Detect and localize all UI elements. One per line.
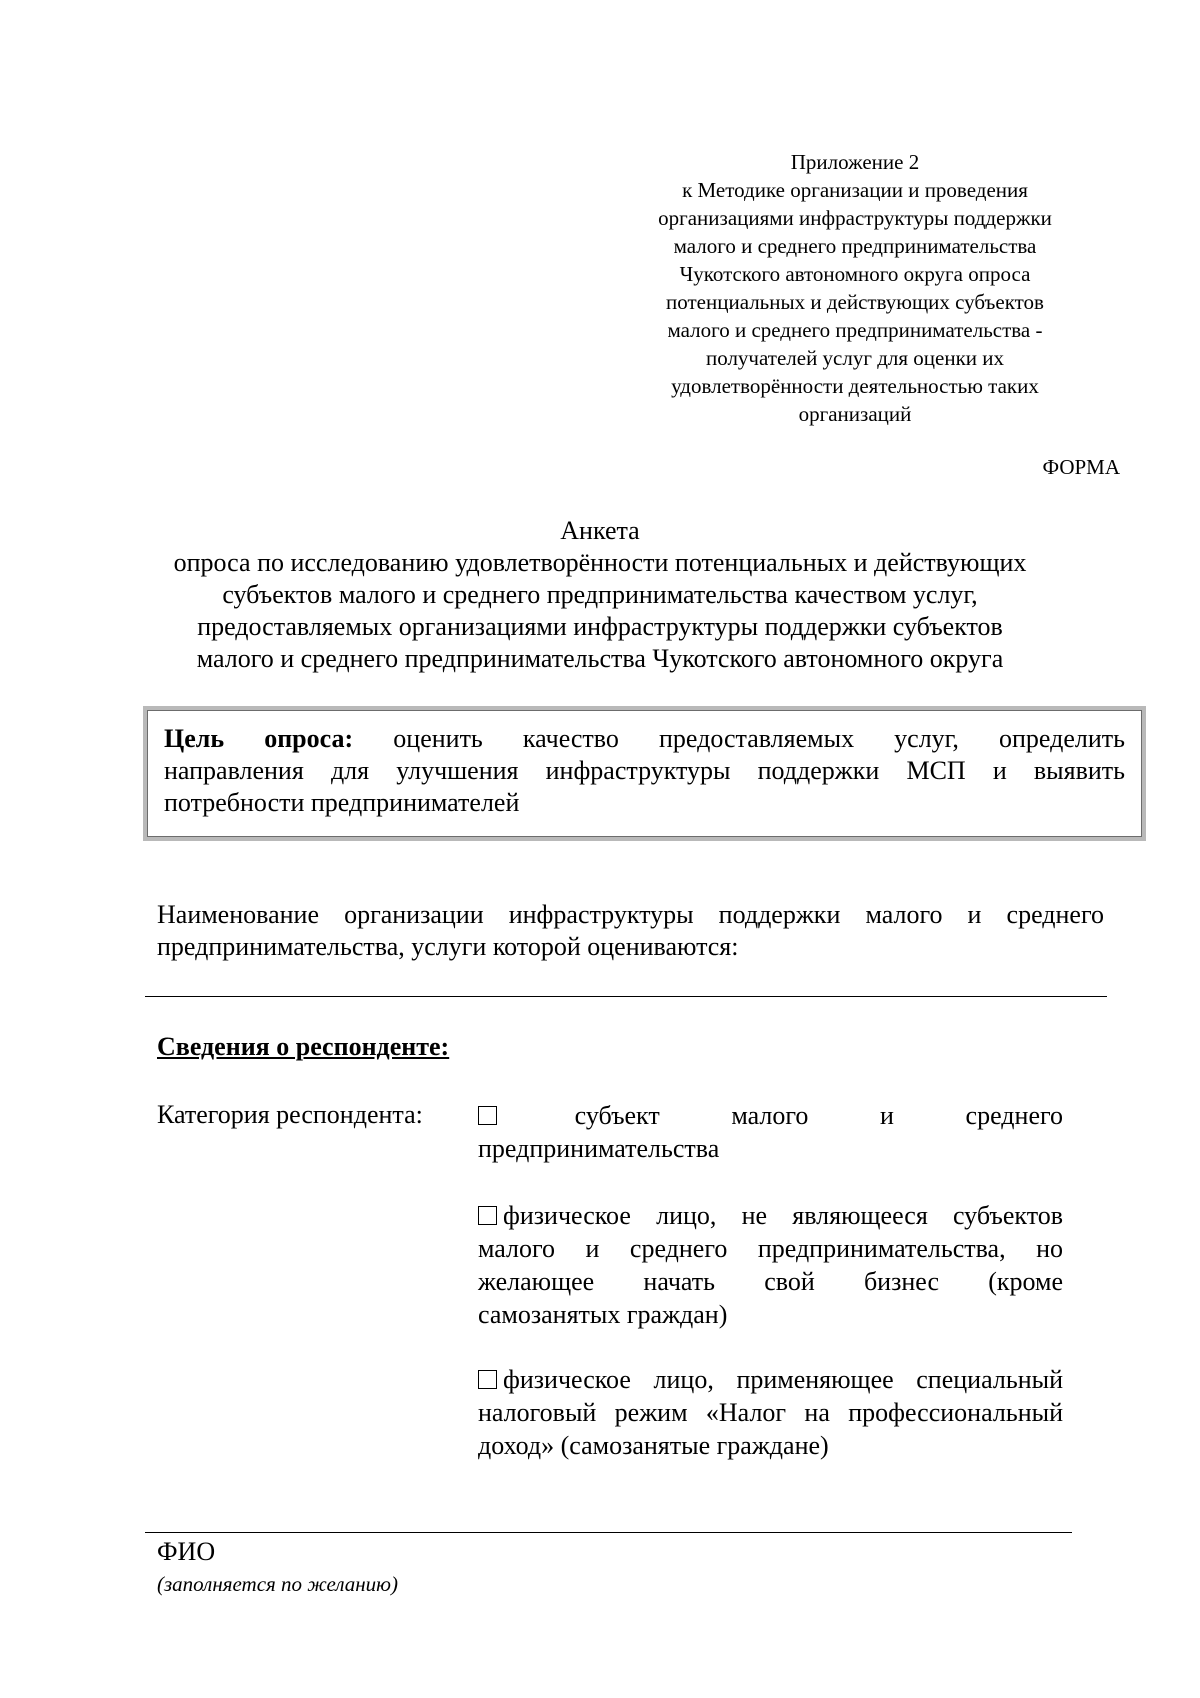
appendix-line: Приложение 2 [790, 150, 920, 174]
title-line: опроса по исследованию удовлетворённости потенциальных и действующих [173, 548, 1027, 577]
title-line: малого и среднего предпринимательства Чукотского автономного округа [196, 644, 1004, 673]
appendix-line: получателей услуг для оценки их [705, 346, 1005, 370]
fio-hint: (заполняется по желанию) [157, 1572, 398, 1596]
category-option-sme[interactable] [478, 1099, 1063, 1165]
appendix-header [620, 148, 1090, 428]
option-line [478, 1199, 1063, 1232]
option-line: предпринимательства [478, 1134, 720, 1163]
option-line [478, 1363, 1063, 1396]
title-line: субъектов малого и среднего предпринимательства качеством услуг, [222, 580, 978, 609]
option-text: физическое лицо, применяющее специальный [503, 1365, 1063, 1394]
category-option-future-entrepreneur[interactable] [478, 1199, 1063, 1331]
option-line: самозанятых граждан) [478, 1300, 728, 1329]
appendix-line: организациями инфраструктуры поддержки [658, 206, 1052, 230]
option-line: налоговый режим «Налог на профессиональный [478, 1398, 1063, 1427]
fio-input-line[interactable] [145, 1532, 1072, 1533]
organization-name-field[interactable] [145, 996, 1107, 997]
category-option-self-employed[interactable] [478, 1363, 1063, 1462]
goal-line-1 [164, 723, 1125, 755]
survey-goal-box [143, 706, 1146, 841]
appendix-line: потенциальных и действующих субъектов [666, 290, 1044, 314]
goal-label: Цель опроса: [164, 724, 354, 753]
title-line: предоставляемых организациями инфраструктуры поддержки субъектов [197, 612, 1003, 641]
respondent-category-label: Категория респондента: [157, 1100, 423, 1129]
option-line [478, 1099, 1063, 1132]
goal-text: оценить качество предоставляемых услуг, определить [393, 724, 1126, 753]
form-label: ФОРМА [1042, 455, 1120, 479]
appendix-line: малого и среднего предпринимательства - [667, 318, 1043, 342]
appendix-line: Чукотского автономного округа опроса [679, 262, 1031, 286]
checkbox-icon[interactable] [478, 1106, 497, 1125]
checkbox-icon[interactable] [478, 1206, 497, 1225]
goal-line-2: направления для улучшения инфраструктуры поддержки МСП и выявить [164, 756, 1125, 785]
appendix-line: организаций [798, 402, 912, 426]
fio-label: ФИО [157, 1537, 216, 1566]
appendix-line: удовлетворённости деятельностью таких [671, 374, 1039, 398]
respondent-section-heading: Сведения о респонденте: [157, 1032, 450, 1061]
option-line: малого и среднего предпринимательства, но [478, 1234, 1063, 1263]
title-heading: Анкета [560, 516, 640, 545]
goal-line-3: потребности предпринимателей [164, 788, 520, 817]
option-line: доход» (самозанятые граждане) [478, 1431, 829, 1460]
option-text: физическое лицо, не являющееся субъектов [503, 1201, 1063, 1230]
appendix-line: к Методике организации и проведения [682, 178, 1028, 202]
checkbox-icon[interactable] [478, 1370, 497, 1389]
organization-name-prompt [157, 899, 1104, 963]
appendix-line: малого и среднего предпринимательства [673, 234, 1037, 258]
option-line: желающее начать свой бизнес (кроме [478, 1267, 1063, 1296]
org-line-1: Наименование организации инфраструктуры поддержки малого и среднего [157, 900, 1104, 929]
org-line-2: предпринимательства, услуги которой оцениваются: [157, 932, 739, 961]
option-text: субъект малого и среднего [574, 1101, 1063, 1130]
questionnaire-title [100, 515, 1100, 675]
